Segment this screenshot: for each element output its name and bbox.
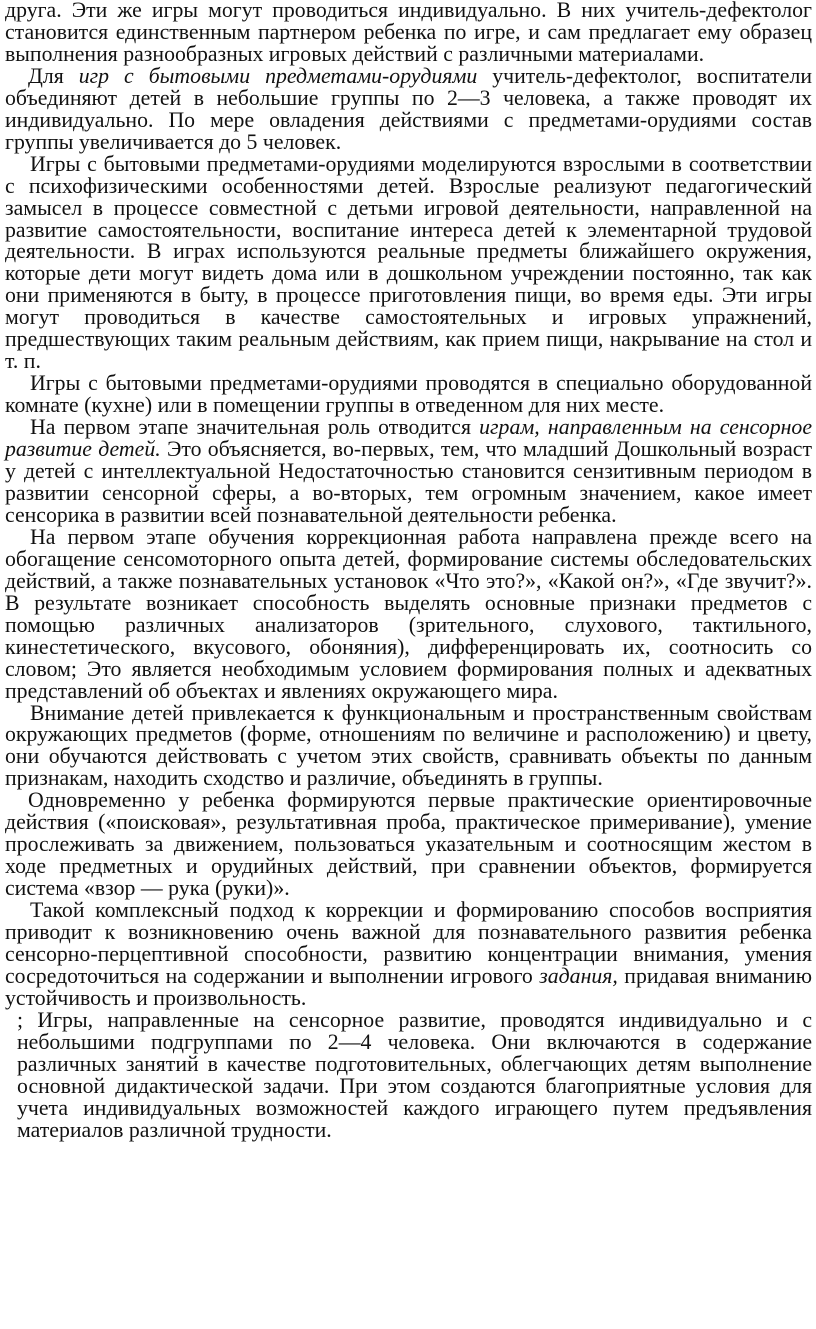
paragraph-6 (5, 524, 812, 703)
paragraph-2 (5, 63, 812, 154)
paragraph-9-text-a: Такой комплексный подход к коррекции и формированию способов восприятия приводит к возникновению очень важной для познавательного развития ребенка сенсорно-перцептивной способности, развитию концентрации внимания, умения сосредоточиться на содержании и выполнении игрового (5, 898, 812, 988)
paragraph-1 (5, 0, 812, 66)
paragraph-5-text-a: На первом этапе значительная роль отводится (30, 415, 480, 440)
paragraph-7-text: Внимание детей привлекается к функциональным и пространственным свойствам окружающих предметов (форме, отношениям по величине и расположению) и цвету, они обучаются действовать с учетом этих свойств, сравнивать объекты по данным признакам, находить сходство и различие, объединять в группы. (5, 700, 812, 791)
paragraph-3-text: Игры с бытовыми предметами-орудиями моделируются взрослыми в соответствии с психофизическими особенностями детей. Взрослые реализуют педагогический замысел в процессе совместной с детьми игровой деятельности, направленной на развитие самостоятельности, воспитание интереса детей к элементарной трудовой деятельности. В играх используются реальные предметы ближайшего окружения, которые дети могут видеть дома или в дошкольном учреждении постоянно, так как они применяются в быту, в процессе приготовления пищи, во время еды. Эти игры могут проводиться в качестве самостоятельных и игровых упражнений, предшествующих таким реальным действиям, как прием пищи, накрывание на стол и т. п. (5, 151, 812, 374)
paragraph-7 (5, 700, 812, 791)
paragraph-8 (5, 790, 812, 900)
paragraph-2-italic: игр с бытовыми предметами-орудиями (78, 63, 478, 88)
paragraph-10 (5, 1007, 812, 1142)
paragraph-9-text-b: придавая вниманию устойчивость и произвольность. (5, 963, 812, 1010)
paragraph-4-text: Игры с бытовыми предметами-орудиями проводятся в специально оборудованной комнате (кухне) или в помещении группы в отведенном для них месте. (5, 371, 812, 418)
paragraph-1-text: друга. Эти же игры могут проводиться индивидуально. В них учитель-дефектолог становится единственным партнером ребенка по игре, и сам предлагает ему образец выполнения разнообразных игровых действий с различными материалами. (5, 0, 812, 66)
paragraph-5 (5, 417, 812, 527)
paragraph-2-text-a: Для (28, 63, 79, 88)
paragraph-5-text-b: Это объясняется, во-первых, тем, что младший Дошкольный возраст у детей с интеллектуальной Недостаточностью становится сензитивным периодом в развитии сенсорной сферы, а во-вторых, тем огромным значением, какое имеет сенсорика в развитии всей познавательной деятельности ребенка. (5, 437, 812, 527)
paragraph-9 (5, 900, 812, 1010)
paragraph-5-italic: играм, направленным на сенсорное развитие детей. (5, 415, 812, 462)
paragraph-10-text: ; Игры, направленные на сенсорное развитие, проводятся индивидуально и с небольшими подгруппами по 2—4 человека. Они включаются в содержание различных занятий в качестве подготовительных, облегчающих детям выполнение основной дидактической задачи. При этом создаются благоприятные условия для учета индивидуальных возможностей каждого играющего путем предъявления материалов различной трудности. (17, 1007, 812, 1142)
paragraph-3 (5, 151, 812, 374)
paragraph-8-text: Одновременно у ребенка формируются первые практические ориентировочные действия («поисковая», результативная проба, практическое примеривание), умение прослеживать за движением, пользоваться указательным и соотносящим жестом в ходе предметных и орудийных действий, при сравнении объектов, формируется система «взор — рука (руки)». (5, 788, 812, 901)
paragraph-2-text-b: учитель-дефектолог, воспитатели объединяют детей в небольшие группы по 2—3 человека, а также проводят их индивидуально. По мере овладения действиями с предметами-орудиями состав группы увеличивается до 5 человек. (5, 63, 812, 154)
paragraph-4 (5, 373, 812, 417)
paragraph-9-italic: задания, (539, 963, 618, 988)
paragraph-6-text: На первом этапе обучения коррекционная работа направлена прежде всего на обогащение сенсомоторного опыта детей, формирование системы обследовательских действий, а также познавательных установок «Что это?», «Какой он?», «Где звучит?». В результате возникает способность выделять основные признаки предметов с помощью различных анализаторов (зрительного, слухового, тактильного, кинестетического, вкусового, обоняния), дифференцировать их, соотносить со словом; Это является необходимым условием формирования полных и адекватных представлений об объектах и явлениях окружающего мира. (5, 524, 812, 703)
